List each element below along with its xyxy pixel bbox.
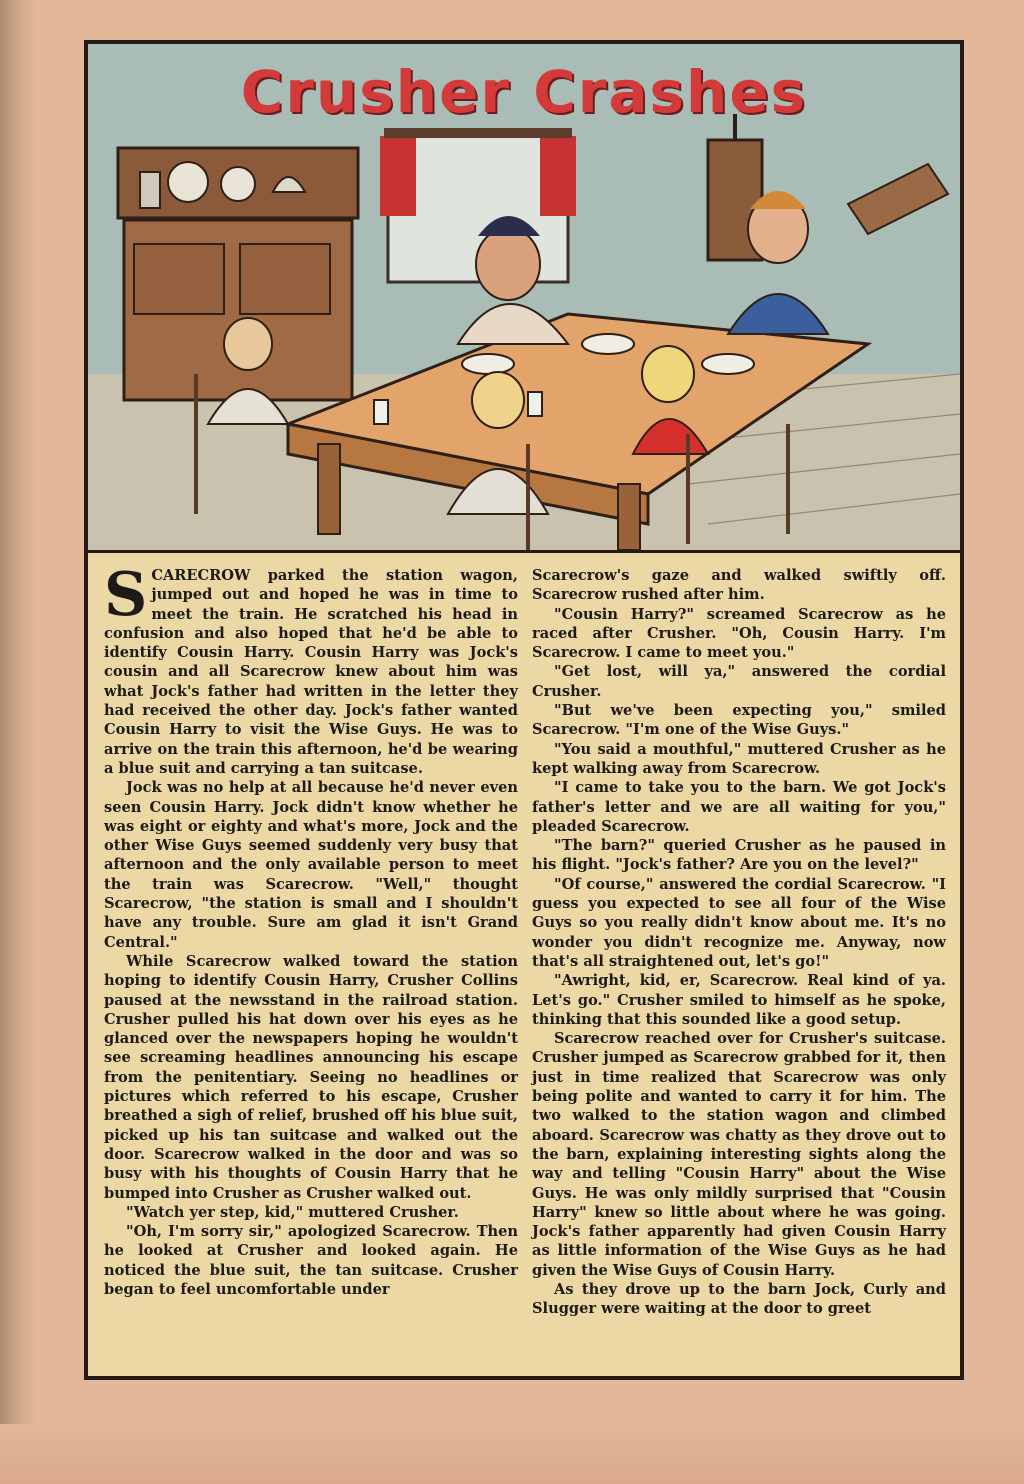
story-paragraph: "Oh, I'm sorry sir," apologized Scarecrow. Then he looked at Crusher and looked again. He noticed the blue suit, the tan suitcase. Crusher began to feel uncomfortable under [104, 1223, 518, 1298]
story-paragraph: "I came to take you to the barn. We got Jock's father's letter and we are all waiting for you," pleaded Scarecrow. [532, 779, 946, 835]
story-text [104, 560, 946, 1366]
story-paragraph [104, 560, 518, 778]
text-column-right [532, 566, 946, 1366]
story-title: Crusher Crashes [240, 58, 808, 126]
story-paragraph: While Scarecrow walked toward the station hoping to identify Cousin Harry, Crusher Collins paused at the newsstand in the railroad station. Crusher pulled his hat down over his eyes as he glanced over the newspapers hoping he wouldn't see screaming headlines announcing his escape from the penitentiary. Seeing no headlines or pictures which referred to his escape, Crusher breathed a sigh of relief, brushed off his blue suit, picked up his tan suitcase and walked out the door. Scarecrow walked in the door and was so busy with his thoughts of Cousin Harry that he bumped into Crusher as Crusher walked out. [104, 952, 518, 1202]
story-paragraph: "Of course," answered the cordial Scarecrow. "I guess you expected to see all four of the Wise Guys so you really didn't know about me. It's no wonder you didn't recognize me. Anyway, now that's all straightened out, let's go!" [532, 875, 946, 970]
story-paragraph: As they drove up to the barn Jock, Curly and Slugger were waiting at the door to greet [532, 1280, 946, 1318]
story-paragraph: "Get lost, will ya," answered the cordial Crusher. [532, 663, 946, 700]
story-paragraph: "Cousin Harry?" screamed Scarecrow as he raced after Crusher. "Oh, Cousin Harry. I'm Scarecrow. I came to meet you." [532, 605, 946, 662]
drop-cap: S [104, 560, 148, 630]
story-paragraph: "Awright, kid, er, Scarecrow. Real kind of ya. Let's go." Crusher smiled to himself as he spoke, thinking that this sounded like a good setup. [532, 972, 946, 1028]
story-paragraph: "You said a mouthful," muttered Crusher as he kept walking away from Scarecrow. [532, 740, 946, 777]
story-paragraph: "But we've been expecting you," smiled Scarecrow. "I'm one of the Wise Guys." [532, 702, 946, 739]
text-column-left [104, 560, 518, 1366]
paragraph-text: CARECROW parked the station wagon, jumped out and hoped he was in time to meet the train. He scratched his head in confusion and also hoped that he'd be able to identify Cousin Harry. Cousin Harry was Jock's cousin and all Scarecrow knew about him was what Jock's father had written in the letter they had received the other day. Jock's father wanted Cousin Harry to visit the Wise Guys. He was to arrive on the train this afternoon, he'd be wearing a blue suit and carrying a tan suitcase. [104, 567, 518, 777]
page-bottom-margin [0, 1424, 1024, 1484]
story-paragraph: Scarecrow's gaze and walked swiftly off. Scarecrow rushed after him. [532, 567, 946, 604]
story-paragraph: "Watch yer step, kid," muttered Crusher. [126, 1203, 459, 1221]
story-paragraph: Scarecrow reached over for Crusher's suitcase. Crusher jumped as Scarecrow grabbed for it, then just in time realized that Scarecrow was only being polite and wanted to carry it for him. The two walked to the station wagon and climbed aboard. Scarecrow was chatty as they drove out to the barn, explaining interesting sights along the way and telling "Cousin Harry" about the Wise Guys. He was only mildly surprised that "Cousin Harry" knew so little about where he was going. Jock's father apparently had given Cousin Harry as little information of the Wise Guys as he had given the Wise Guys of Cousin Harry. [532, 1030, 946, 1279]
dinner-table-illustration [88, 44, 960, 553]
story-paragraph: Jock was no help at all because he'd never even seen Cousin Harry. Jock didn't know whether he was eight or eighty and what's more, Jock and the other Wise Guys seemed suddenly very busy that afternoon and the only available person to meet the train was Scarecrow. "Well," thought Scarecrow, "the station is small and I shouldn't have any trouble. Sure am glad it isn't Grand Central." [104, 779, 518, 951]
story-panel [84, 40, 964, 1380]
page-spine-shadow [0, 0, 38, 1484]
story-paragraph: "The barn?" queried Crusher as he paused in his flight. "Jock's father? Are you on the level?" [532, 837, 946, 874]
